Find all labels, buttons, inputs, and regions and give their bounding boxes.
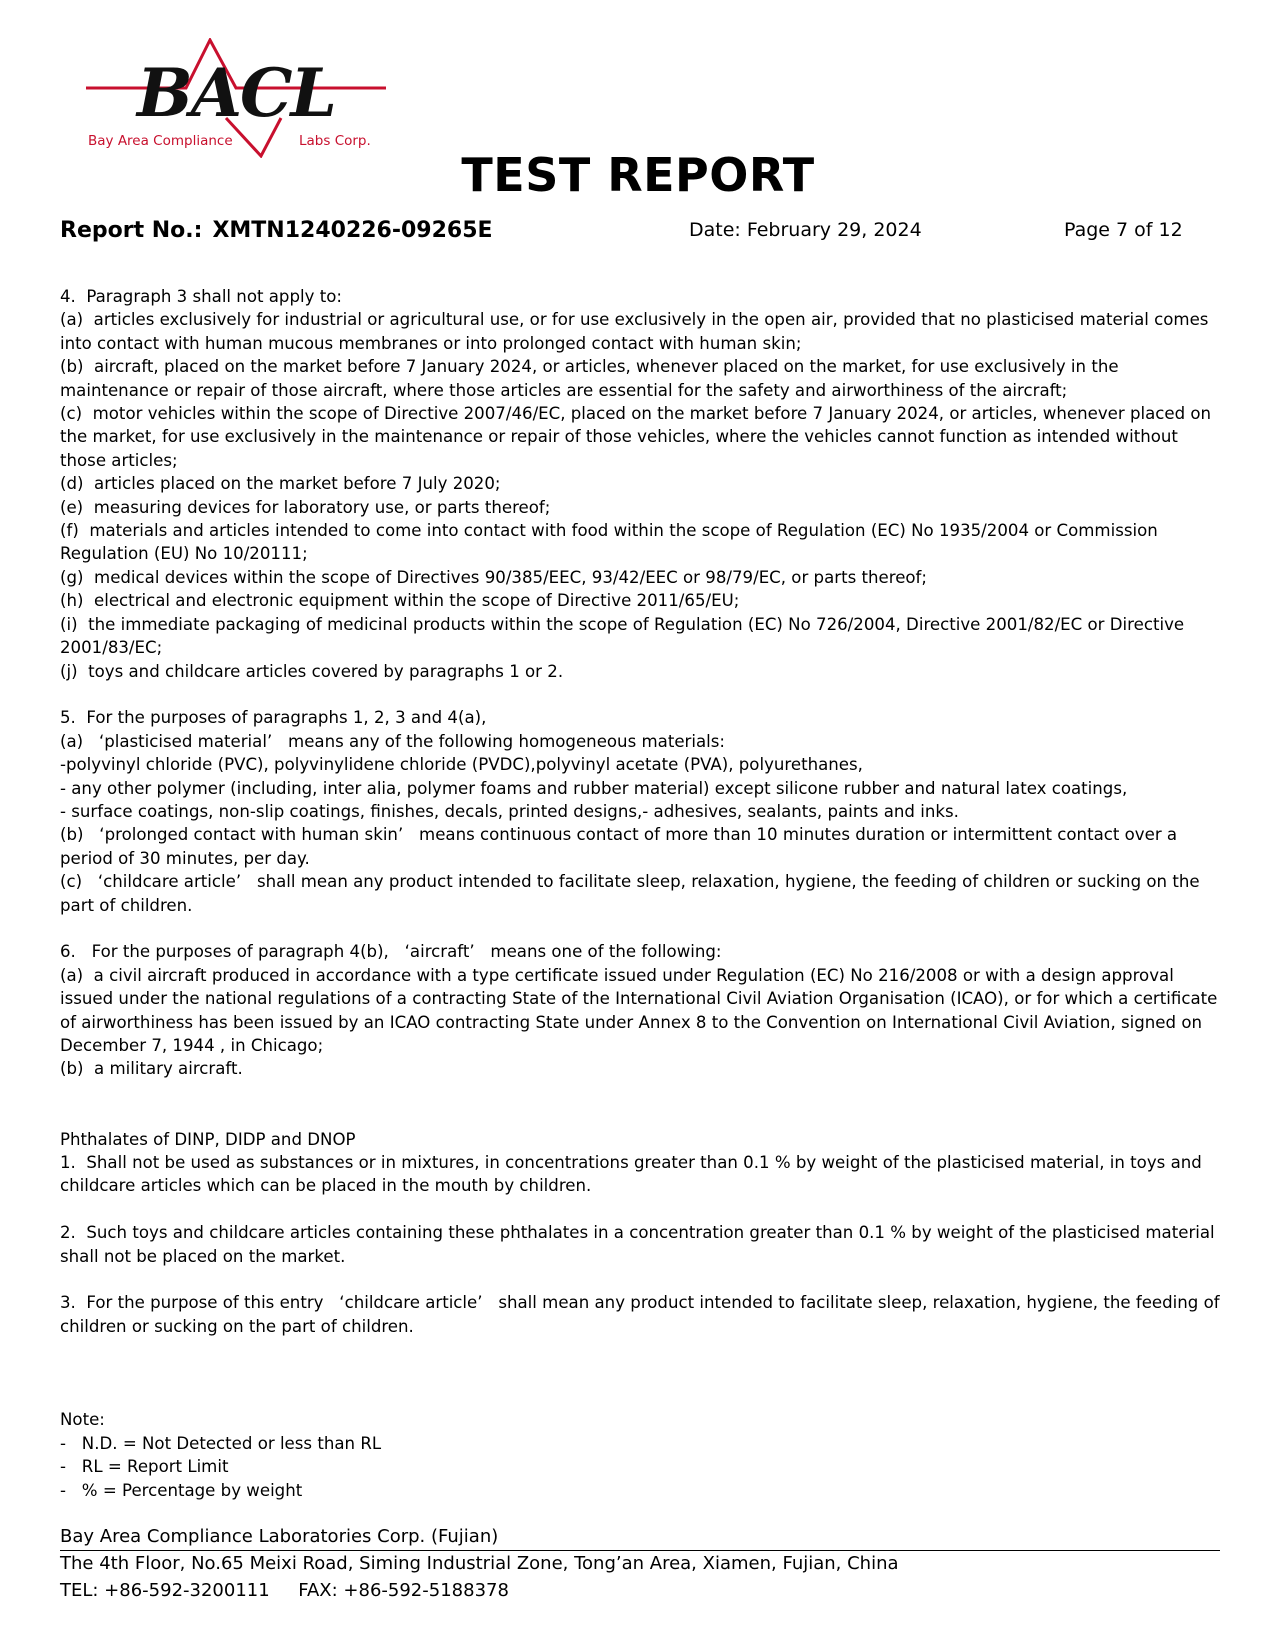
paragraph: (g) medical devices within the scope of Directives 90/385/EEC, 93/42/EEC or 98/79/EC, or parts thereof;: [60, 567, 927, 587]
report-number-line: [60, 218, 493, 243]
paragraph-spacer: [60, 1198, 1220, 1221]
paragraph: 1. Shall not be used as substances or in mixtures, in concentrations greater than 0.1 % by weight of the plasticised material, in toys and childcare articles which can be placed in the mouth by children.: [60, 1152, 1208, 1196]
paragraph: 3. For the purpose of this entry ‘childcare article’ shall mean any product intended to facilitate sleep, relaxation, hygiene, the feeding of children or sucking on the part of children.: [60, 1293, 1225, 1336]
paragraph-spacer: [60, 917, 1220, 940]
paragraph: (a) ‘plasticised material’ means any of the following homogeneous materials:: [60, 731, 725, 751]
paragraph: (c) motor vehicles within the scope of Directive 2007/46/EC, placed on the market before 7 January 2024, or articles, whenever placed on the market, for use exclusively in the maintenance or repair of those vehicles, where the vehicles cannot function as intended without those articles;: [60, 404, 1217, 470]
paragraph: 2. Such toys and childcare articles containing these phthalates in a concentration greater than 0.1 % by weight of the plasticised material shall not be placed on the market.: [60, 1223, 1220, 1266]
paragraph: (a) a civil aircraft produced in accordance with a type certificate issued under Regulation (EC) No 216/2008 or with a design approval issued under the national regulations of a contracting State of the International Civil Aviation Organisation (ICAO), or for which a certificate of airworthiness has been issued by an ICAO contracting State under Annex 8 to the Convention on International Civil Aviation, signed on December 7, 1944 , in Chicago;: [60, 965, 1223, 1055]
paragraph: - RL = Report Limit: [60, 1457, 229, 1477]
paragraph: 4. Paragraph 3 shall not apply to:: [60, 287, 342, 306]
paragraph-spacer: [60, 1081, 1220, 1104]
report-title: TEST REPORT: [461, 148, 815, 202]
paragraph: - % = Percentage by weight: [60, 1480, 303, 1500]
logo-tagline-left: Bay Area Compliance: [88, 133, 233, 149]
paragraph: (e) measuring devices for laboratory use, or parts thereof;: [60, 497, 551, 517]
report-date: Date: February 29, 2024: [689, 219, 922, 241]
footer-divider: [60, 1550, 1220, 1551]
paragraph: Phthalates of DINP, DIDP and DNOP: [60, 1129, 356, 1149]
paragraph-spacer: [60, 1104, 1220, 1127]
paragraph: (b) a military aircraft.: [60, 1059, 243, 1079]
footer-contact: TEL: +86-592-3200111 FAX: +86-592-5188378: [60, 1580, 509, 1601]
paragraph-spacer: [60, 1385, 1220, 1408]
report-body: [60, 285, 1225, 1502]
paragraph: (h) electrical and electronic equipment within the scope of Directive 2011/65/EU;: [60, 591, 740, 611]
paragraph: (a) articles exclusively for industrial or agricultural use, or for use exclusively in the open air, provided that no plasticised material comes into contact with human mucous membranes or into prolonged contact with human skin;: [60, 310, 1214, 353]
paragraph: (j) toys and childcare articles covered by paragraphs 1 or 2.: [60, 661, 564, 681]
paragraph: -polyvinyl chloride (PVC), polyvinylidene chloride (PVDC),polyvinyl acetate (PVA), polyurethanes,: [60, 755, 863, 775]
paragraph: (c) ‘childcare article’ shall mean any product intended to facilitate sleep, relaxation, hygiene, the feeding of children or sucking on the part of children.: [60, 872, 1205, 915]
footer-company: Bay Area Compliance Laboratories Corp. (Fujian): [60, 1526, 499, 1547]
paragraph-spacer: [60, 683, 1220, 706]
paragraph: - any other polymer (including, inter alia, polymer foams and rubber material) except silicone rubber and natural latex coatings,: [60, 778, 1128, 798]
paragraph-spacer: [60, 1268, 1220, 1291]
report-number-label: Report No.:: [60, 218, 203, 243]
paragraph: Note:: [60, 1410, 105, 1430]
paragraph: 5. For the purposes of paragraphs 1, 2, 3 and 4(a),: [60, 708, 487, 728]
paragraph: (b) aircraft, placed on the market before 7 January 2024, or articles, whenever placed on the market, for use exclusively in the maintenance or repair of those aircraft, where those articles are essential for the safety and airworthiness of the aircraft;: [60, 357, 1124, 400]
logo-tagline-right: Labs Corp.: [299, 133, 371, 149]
page-indicator: Page 7 of 12: [1064, 219, 1183, 241]
svg-text:BACL: BACL: [137, 54, 335, 132]
paragraph: (i) the immediate packaging of medicinal products within the scope of Regulation (EC) No 726/2004, Directive 2001/82/EC or Directive 2001/83/EC;: [60, 614, 1190, 658]
paragraph: - surface coatings, non-slip coatings, finishes, decals, printed designs,- adhesives, sealants, paints and inks.: [60, 801, 959, 821]
report-number: XMTN1240226-09265E: [212, 218, 493, 243]
bacl-logo: [86, 38, 386, 158]
paragraph: (b) ‘prolonged contact with human skin’ means continuous contact of more than 10 minutes duration or intermittent contact over a period of 30 minutes, per day.: [60, 825, 1183, 868]
paragraph: - N.D. = Not Detected or less than RL: [60, 1433, 382, 1453]
paragraph-spacer: [60, 1362, 1220, 1385]
paragraph-spacer: [60, 1338, 1220, 1361]
paragraph: (f) materials and articles intended to come into contact with food within the scope of Regulation (EC) No 1935/2004 or Commission Regulation (EU) No 10/20111;: [60, 521, 1164, 564]
paragraph: (d) articles placed on the market before 7 July 2020;: [60, 474, 501, 494]
paragraph: 6. For the purposes of paragraph 4(b), ‘aircraft’ means one of the following:: [60, 942, 722, 962]
footer-address: The 4th Floor, No.65 Meixi Road, Siming Industrial Zone, Tong’an Area, Xiamen, Fujian, China: [60, 1553, 899, 1574]
